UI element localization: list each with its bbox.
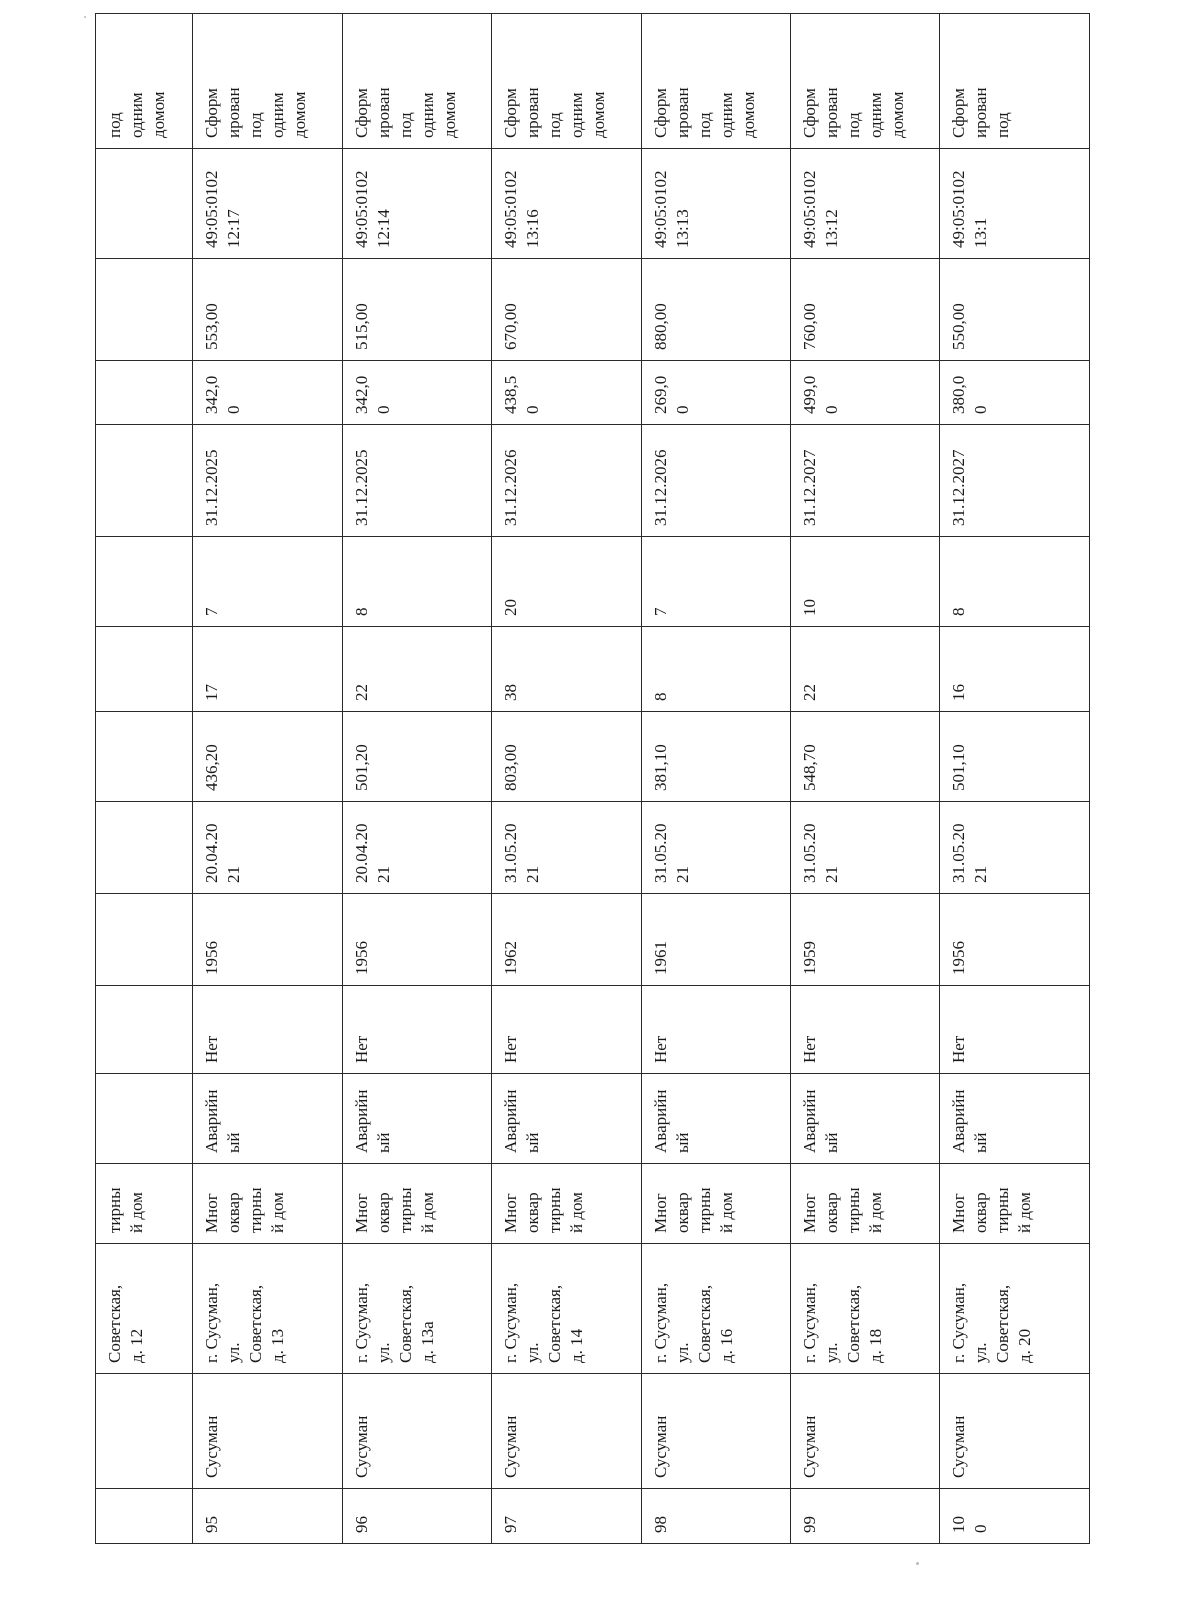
cell-building-type: Мног оквар тирны й дом xyxy=(791,1164,940,1244)
cell-building-type: Мног оквар тирны й дом xyxy=(641,1164,790,1244)
cell-building-type: Мног оквар тирны й дом xyxy=(193,1164,342,1244)
cell-condition: Аварийн ый xyxy=(193,1074,342,1164)
cell-area xyxy=(96,712,193,802)
cell-date: 31.05.20 21 xyxy=(492,802,641,894)
cell-locality: Сусуман xyxy=(492,1374,641,1489)
cell-flag: Нет xyxy=(791,986,940,1074)
cell-value-b: 880,00 xyxy=(641,259,790,361)
rotated-table-sheet xyxy=(95,87,1090,1544)
cell-value-b: 553,00 xyxy=(193,259,342,361)
cell-num: 96 xyxy=(342,1489,491,1544)
cell-count-a: 38 xyxy=(492,627,641,712)
cell-value-a xyxy=(96,361,193,425)
cell-flag: Нет xyxy=(492,986,641,1074)
cell-address: Советская, д. 12 xyxy=(96,1244,193,1374)
cell-year: 1961 xyxy=(641,894,790,986)
cell-flag: Нет xyxy=(940,986,1090,1074)
cell-date: 31.05.20 21 xyxy=(791,802,940,894)
cell-value-a: 342,00 xyxy=(193,361,342,425)
cell-deadline: 31.12.2027 xyxy=(940,425,1090,537)
cell-count-b: 8 xyxy=(342,537,491,627)
cell-area: 501,20 xyxy=(342,712,491,802)
cell-address: г. Сусуман, ул. Советская, д. 16 xyxy=(641,1244,790,1374)
cell-note: Сформ ирован под одним домом xyxy=(492,14,641,149)
cell-year: 1956 xyxy=(342,894,491,986)
cell-num xyxy=(96,1489,193,1544)
cell-locality: Сусуман xyxy=(641,1374,790,1489)
cell-value-b: 760,00 xyxy=(791,259,940,361)
cell-locality: Сусуман xyxy=(791,1374,940,1489)
cell-area: 381,10 xyxy=(641,712,790,802)
cell-year: 1956 xyxy=(940,894,1090,986)
cell-count-b: 7 xyxy=(193,537,342,627)
cell-locality: Сусуман xyxy=(940,1374,1090,1489)
cell-area: 501,10 xyxy=(940,712,1090,802)
cell-address: г. Сусуман, ул. Советская, д. 20 xyxy=(940,1244,1090,1374)
cell-year: 1962 xyxy=(492,894,641,986)
table-row xyxy=(342,14,491,1544)
cell-deadline xyxy=(96,425,193,537)
cell-num: 95 xyxy=(193,1489,342,1544)
cell-condition xyxy=(96,1074,193,1164)
scan-speck xyxy=(916,1562,919,1565)
cell-count-a: 17 xyxy=(193,627,342,712)
cell-cadastral: 49:05:0102 13:1 xyxy=(940,149,1090,259)
cell-date: 20.04.20 21 xyxy=(342,802,491,894)
cell-count-a xyxy=(96,627,193,712)
cell-locality: Сусуман xyxy=(193,1374,342,1489)
cell-condition: Аварийн ый xyxy=(641,1074,790,1164)
cell-area: 436,20 xyxy=(193,712,342,802)
cell-building-type: тирны й дом xyxy=(96,1164,193,1244)
cell-flag xyxy=(96,986,193,1074)
cell-address: г. Сусуман, ул. Советская, д. 13 xyxy=(193,1244,342,1374)
cell-count-a: 16 xyxy=(940,627,1090,712)
cell-count-b: 20 xyxy=(492,537,641,627)
cell-deadline: 31.12.2027 xyxy=(791,425,940,537)
cell-condition: Аварийн ый xyxy=(342,1074,491,1164)
table-row xyxy=(791,14,940,1544)
cell-locality: Сусуман xyxy=(342,1374,491,1489)
continuation-row xyxy=(96,14,193,1544)
cell-year: 1956 xyxy=(193,894,342,986)
cell-cadastral: 49:05:0102 13:13 xyxy=(641,149,790,259)
cell-value-b: 515,00 xyxy=(342,259,491,361)
cell-value-a: 380,00 xyxy=(940,361,1090,425)
cell-deadline: 31.12.2026 xyxy=(641,425,790,537)
cell-note: под одним домом xyxy=(96,14,193,149)
cell-date xyxy=(96,802,193,894)
cell-area: 803,00 xyxy=(492,712,641,802)
cell-count-b: 8 xyxy=(940,537,1090,627)
cell-building-type: Мног оквар тирны й дом xyxy=(342,1164,491,1244)
cell-count-b xyxy=(96,537,193,627)
table-row xyxy=(492,14,641,1544)
cell-value-a: 438,50 xyxy=(492,361,641,425)
cell-cadastral: 49:05:0102 13:16 xyxy=(492,149,641,259)
cell-condition: Аварийн ый xyxy=(940,1074,1090,1164)
cell-condition: Аварийн ый xyxy=(492,1074,641,1164)
cell-count-a: 8 xyxy=(641,627,790,712)
cell-num: 97 xyxy=(492,1489,641,1544)
cell-note: Сформ ирован под одним домом xyxy=(791,14,940,149)
cell-flag: Нет xyxy=(193,986,342,1074)
cell-address: г. Сусуман, ул. Советская, д. 18 xyxy=(791,1244,940,1374)
cell-condition: Аварийн ый xyxy=(791,1074,940,1164)
housing-register-table xyxy=(95,13,1090,1544)
cell-count-b: 7 xyxy=(641,537,790,627)
table-row xyxy=(193,14,342,1544)
cell-note: Сформ ирован под одним домом xyxy=(641,14,790,149)
cell-cadastral: 49:05:0102 12:14 xyxy=(342,149,491,259)
cell-building-type: Мног оквар тирны й дом xyxy=(940,1164,1090,1244)
cell-value-b: 550,00 xyxy=(940,259,1090,361)
cell-value-a: 269,00 xyxy=(641,361,790,425)
cell-cadastral xyxy=(96,149,193,259)
cell-flag: Нет xyxy=(641,986,790,1074)
cell-deadline: 31.12.2025 xyxy=(193,425,342,537)
cell-deadline: 31.12.2025 xyxy=(342,425,491,537)
cell-deadline: 31.12.2026 xyxy=(492,425,641,537)
cell-num: 98 xyxy=(641,1489,790,1544)
cell-note: Сформ ирован под одним домом xyxy=(342,14,491,149)
cell-flag: Нет xyxy=(342,986,491,1074)
cell-year xyxy=(96,894,193,986)
cell-count-a: 22 xyxy=(342,627,491,712)
cell-note: Сформ ирован под xyxy=(940,14,1090,149)
cell-date: 31.05.20 21 xyxy=(940,802,1090,894)
cell-num: 10 0 xyxy=(940,1489,1090,1544)
cell-date: 20.04.20 21 xyxy=(193,802,342,894)
cell-year: 1959 xyxy=(791,894,940,986)
cell-num: 99 xyxy=(791,1489,940,1544)
cell-address: г. Сусуман, ул. Советская, д. 13а xyxy=(342,1244,491,1374)
cell-value-b xyxy=(96,259,193,361)
cell-note: Сформ ирован под одним домом xyxy=(193,14,342,149)
cell-cadastral: 49:05:0102 12:17 xyxy=(193,149,342,259)
cell-date: 31.05.20 21 xyxy=(641,802,790,894)
cell-value-b: 670,00 xyxy=(492,259,641,361)
cell-value-a: 342,00 xyxy=(342,361,491,425)
cell-building-type: Мног оквар тирны й дом xyxy=(492,1164,641,1244)
table-row xyxy=(641,14,790,1544)
table-row xyxy=(940,14,1090,1544)
scan-speck xyxy=(84,16,86,18)
cell-value-a: 499,00 xyxy=(791,361,940,425)
cell-cadastral: 49:05:0102 13:12 xyxy=(791,149,940,259)
cell-address: г. Сусуман, ул. Советская, д. 14 xyxy=(492,1244,641,1374)
cell-count-b: 10 xyxy=(791,537,940,627)
cell-area: 548,70 xyxy=(791,712,940,802)
cell-count-a: 22 xyxy=(791,627,940,712)
cell-locality xyxy=(96,1374,193,1489)
